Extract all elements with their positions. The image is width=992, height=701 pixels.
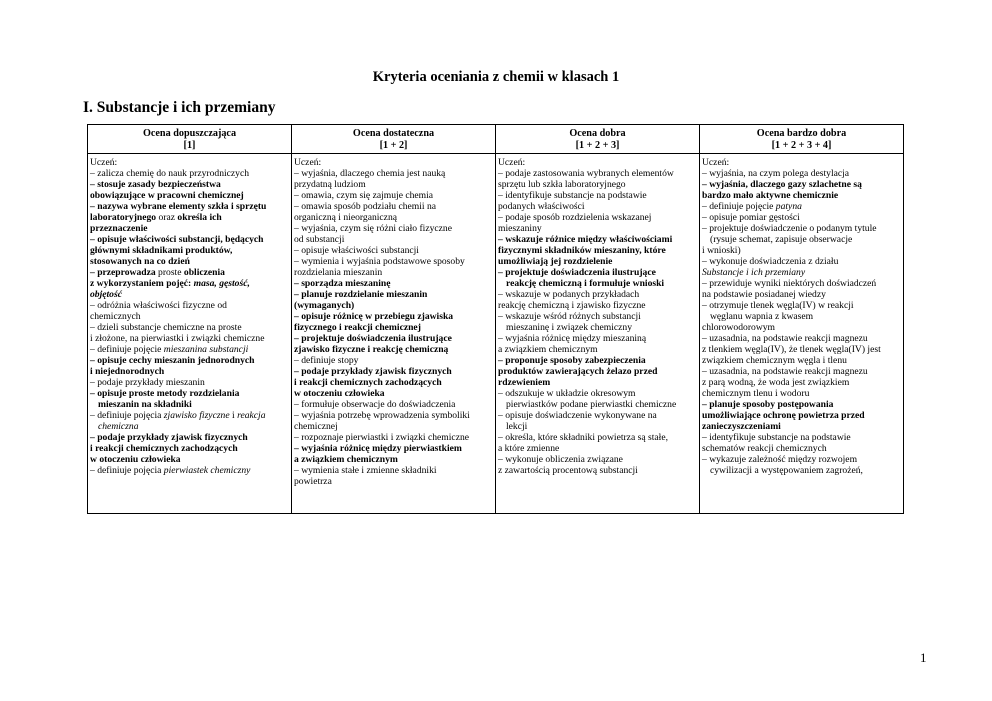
- criterion-line: – projektuje doświadczenia ilustrujące: [498, 267, 656, 278]
- criteria-cell-bardzo-dobra: [700, 154, 904, 514]
- criterion-line: – stosuje zasady bezpieczeństwa: [90, 179, 221, 190]
- criterion-line: fizycznymi składników mieszaniny, które: [498, 245, 666, 256]
- criterion-line: – odszukuje w układzie okresowym: [498, 388, 636, 399]
- criterion-line: zanieczyszczeniami: [702, 421, 781, 432]
- criterion-line: w otoczeniu człowieka: [294, 388, 385, 399]
- grade-points: [1]: [183, 139, 196, 151]
- criterion-text: – definiuje pojęcia: [90, 410, 164, 421]
- criterion-line: – wymienia stałe i zmienne składniki: [294, 465, 437, 476]
- grade-name: Ocena bardzo dobra: [756, 128, 847, 139]
- criterion-line: umożliwiają jej rozdzielenie: [498, 256, 613, 267]
- criterion-line: – zalicza chemię do nauk przyrodniczych: [90, 168, 250, 179]
- criterion-line: [90, 267, 289, 278]
- criterion-line: obowiązujące w pracowni chemicznej: [90, 190, 244, 201]
- grade-points: [1 + 2 + 3 + 4]: [771, 139, 832, 151]
- criterion-line: – podaje przykłady zjawisk fizycznych: [294, 366, 452, 377]
- criterion-line: chemicznej: [294, 421, 338, 432]
- criterion-text: – przeprowadza: [90, 267, 156, 278]
- criteria-cell-dobra: [496, 154, 700, 514]
- criterion-line: objętość: [90, 289, 122, 300]
- criterion-line: – rozpoznaje pierwiastki i związki chemiczne: [294, 432, 470, 443]
- grade-name: Ocena dopuszczająca: [142, 128, 237, 139]
- criterion-line: (wymaganych): [294, 300, 355, 311]
- criterion-text: mieszanina substancji: [163, 344, 249, 355]
- criterion-line: i reakcji chemicznych zachodzących: [90, 443, 238, 454]
- criterion-line: – identyfikuje substancje na podstawie: [498, 190, 647, 201]
- criterion-line: – nazywa wybrane elementy szkła i sprzętu: [90, 201, 267, 212]
- criterion-text: masa, gęstość,: [193, 278, 250, 289]
- grade-points: [1 + 2 + 3]: [575, 139, 620, 151]
- criterion-line: powietrza: [294, 476, 332, 487]
- criterion-line: i wnioski): [702, 245, 741, 256]
- criterion-line: – podaje przykłady mieszanin: [90, 377, 205, 388]
- criterion-line: – uzasadnia, na podstawie reakcji magnezu: [702, 333, 868, 344]
- criterion-line: Uczeń:: [702, 157, 730, 168]
- criterion-line: z tlenkiem węgla(IV), że tlenek węgla(IV) jest: [702, 344, 881, 355]
- criterion-line: – formułuje obserwacje do doświadczenia: [294, 399, 456, 410]
- criterion-line: – dzieli substancje chemiczne na proste: [90, 322, 242, 333]
- criterion-line: fizycznego i reakcji chemicznej: [294, 322, 421, 333]
- criterion-line: związkiem chemicznym węgla i tlenu: [702, 355, 847, 366]
- criterion-line: – opisuje cechy mieszanin jednorodnych: [90, 355, 255, 366]
- criterion-line: [90, 465, 289, 476]
- criterion-line: chlorowodorowym: [702, 322, 776, 333]
- criterion-line: stosowanych na co dzień: [90, 256, 190, 267]
- criterion-line: od substancji: [294, 234, 345, 245]
- criterion-line: w otoczeniu człowieka: [90, 454, 181, 465]
- criterion-text: – definiuje pojęcia: [90, 465, 164, 476]
- criterion-line: – planuje sposoby postępowania: [702, 399, 834, 410]
- criterion-line: [702, 201, 901, 212]
- criterion-line: – podaje zastosowania wybranych elementów: [498, 168, 674, 179]
- criterion-line: – określa, które składniki powietrza są stałe,: [498, 432, 668, 443]
- criterion-text: obliczenia: [183, 267, 225, 278]
- criterion-line: a które zmienne: [498, 443, 560, 454]
- criterion-line: na podstawie posiadanej wiedzy: [702, 289, 826, 300]
- criteria-cell-dostateczna: [292, 154, 496, 514]
- criterion-text: zjawisko fizyczne: [163, 410, 230, 421]
- criterion-line: z parą wodną, że woda jest związkiem: [702, 377, 850, 388]
- criterion-line: – wskazuje w podanych przykładach: [498, 289, 640, 300]
- criterion-line: (rysuje schemat, zapisuje obserwacje: [710, 234, 853, 245]
- criterion-line: [90, 212, 289, 223]
- criterion-line: i reakcji chemicznych zachodzących: [294, 377, 442, 388]
- criterion-line: – wyjaśnia, dlaczego chemia jest nauką: [294, 168, 446, 179]
- criterion-line: zjawisko fizyczne i reakcję chemiczną: [294, 344, 449, 355]
- criterion-text: pierwiastek chemiczny: [163, 465, 251, 476]
- criterion-line: – odróżnia właściwości fizyczne od: [90, 300, 227, 311]
- criterion-line: przeznaczenie: [90, 223, 148, 234]
- criterion-line: Uczeń:: [498, 157, 526, 168]
- column-header-4: [700, 125, 904, 154]
- criterion-line: rdzewieniem: [498, 377, 551, 388]
- criterion-text: określa ich: [177, 212, 222, 223]
- criterion-line: organiczną i nieorganiczną: [294, 212, 397, 223]
- criterion-line: – podaje przykłady zjawisk fizycznych: [90, 432, 248, 443]
- criterion-line: mieszaniny: [498, 223, 542, 234]
- criterion-line: lekcji: [506, 421, 528, 432]
- criterion-line: – wykazuje zależność między rozwojem: [702, 454, 858, 465]
- criteria-table: [87, 124, 904, 514]
- criterion-line: – wymienia i wyjaśnia podstawowe sposoby: [294, 256, 465, 267]
- criterion-line: chemicznym tlenu i wodoru: [702, 388, 810, 399]
- criterion-line: – opisuje pomiar gęstości: [702, 212, 800, 223]
- criterion-line: – projektuje doświadczenia ilustrujące: [294, 333, 452, 344]
- criterion-text: z wykorzystaniem pojęć:: [90, 278, 194, 289]
- criterion-line: – proponuje sposoby zabezpieczenia: [498, 355, 646, 366]
- criterion-line: bardzo mało aktywne chemicznie: [702, 190, 839, 201]
- criterion-line: – opisuje właściwości substancji, będących: [90, 234, 264, 245]
- criterion-line: głównymi składnikami produktów,: [90, 245, 233, 256]
- grade-name: Ocena dobra: [569, 128, 626, 139]
- criterion-line: – definiuje stopy: [294, 355, 359, 366]
- criterion-line: a związkiem chemicznym: [294, 454, 398, 465]
- criterion-line: – wyjaśnia, na czym polega destylacja: [702, 168, 850, 179]
- criterion-line: schematów reakcji chemicznych: [702, 443, 827, 454]
- criterion-line: – planuje rozdzielanie mieszanin: [294, 289, 428, 300]
- criterion-line: produktów zawierających żelazo przed: [498, 366, 658, 377]
- criterion-line: – omawia, czym się zajmuje chemia: [294, 190, 434, 201]
- criterion-line: – opisuje proste metody rozdzielania: [90, 388, 240, 399]
- criterion-line: – wykonuje obliczenia związane: [498, 454, 623, 465]
- criterion-line: – wyjaśnia, dlaczego gazy szlachetne są: [702, 179, 862, 190]
- column-header-1: [88, 125, 292, 154]
- criterion-text: laboratoryjnego: [90, 212, 157, 223]
- criterion-text: – definiuje pojęcie: [702, 201, 776, 212]
- criterion-line: rozdzielania mieszanin: [294, 267, 383, 278]
- criterion-line: – wskazuje wśród różnych substancji: [498, 311, 641, 322]
- criterion-line: [90, 344, 289, 355]
- criterion-line: – przewiduje wyniki niektórych doświadczeń: [702, 278, 877, 289]
- criterion-line: sprzętu lub szkła laboratoryjnego: [498, 179, 626, 190]
- criterion-line: – omawia sposób podziału chemii na: [294, 201, 437, 212]
- criterion-line: [90, 410, 289, 421]
- criterion-text: reakcja: [237, 410, 266, 421]
- criterion-text: oraz: [156, 212, 178, 223]
- criteria-cell-dopuszczajaca: [88, 154, 292, 514]
- criterion-line: – podaje sposób rozdzielenia wskazanej: [498, 212, 652, 223]
- criterion-line: – identyfikuje substancje na podstawie: [702, 432, 851, 443]
- grade-points: [1 + 2]: [379, 139, 408, 151]
- criterion-line: – projektuje doświadczenie o podanym tytule: [702, 223, 877, 234]
- criterion-line: Uczeń:: [90, 157, 118, 168]
- criterion-line: reakcję chemiczną i formułuje wnioski: [506, 278, 665, 289]
- column-header-3: [496, 125, 700, 154]
- criterion-text: i: [229, 410, 238, 421]
- criterion-line: – opisuje różnicę w przebiegu zjawiska: [294, 311, 454, 322]
- criterion-line: [90, 278, 289, 289]
- criterion-text: – definiuje pojęcie: [90, 344, 164, 355]
- criterion-line: – wykonuje doświadczenia z działu: [702, 256, 839, 267]
- criterion-line: i złożone, na pierwiastki i związki chemiczne: [90, 333, 265, 344]
- criterion-text: patyna: [775, 201, 802, 212]
- criterion-line: – sporządza mieszaninę: [294, 278, 391, 289]
- criterion-line: – wyjaśnia, czym się różni ciało fizyczne: [294, 223, 452, 234]
- criterion-line: – otrzymuje tlenek węgla(IV) w reakcji: [702, 300, 854, 311]
- criterion-text: proste: [155, 267, 184, 278]
- criterion-line: – uzasadnia, na podstawie reakcji magnezu: [702, 366, 868, 377]
- criterion-line: chemiczna: [98, 421, 139, 432]
- section-heading: I. Substancje i ich przemiany: [83, 99, 276, 116]
- column-header-2: [292, 125, 496, 154]
- criterion-line: pierwiastków podane pierwiastki chemiczne: [506, 399, 677, 410]
- criterion-line: i niejednorodnych: [90, 366, 165, 377]
- criterion-line: węglanu wapnia z kwasem: [710, 311, 814, 322]
- criterion-line: z zawartością procentową substancji: [498, 465, 638, 476]
- criterion-line: – wyjaśnia potrzebę wprowadzenia symboliki: [294, 410, 470, 421]
- criterion-line: – wyjaśnia różnicę między pierwiastkiem: [294, 443, 462, 454]
- criterion-line: a związkiem chemicznym: [498, 344, 598, 355]
- criterion-line: – wskazuje różnice między właściwościami: [498, 234, 673, 245]
- criterion-line: mieszaninę i związek chemiczny: [506, 322, 632, 333]
- criterion-line: przydatną ludziom: [294, 179, 366, 190]
- criterion-line: – opisuje doświadczenie wykonywane na: [498, 410, 657, 421]
- criterion-line: Uczeń:: [294, 157, 322, 168]
- criterion-line: reakcję chemiczną i zjawisko fizyczne: [498, 300, 646, 311]
- criterion-line: – wyjaśnia różnicę między mieszaniną: [498, 333, 647, 344]
- document-title: Kryteria oceniania z chemii w klasach 1: [372, 69, 620, 85]
- criterion-line: podanych właściwości: [498, 201, 585, 212]
- page-number: 1: [920, 650, 927, 665]
- criterion-line: Substancje i ich przemiany: [702, 267, 806, 278]
- criterion-line: cywilizacji a występowaniem zagrożeń,: [710, 465, 863, 476]
- grade-name: Ocena dostateczna: [352, 128, 435, 139]
- criterion-line: chemicznych: [90, 311, 141, 322]
- criterion-line: mieszanin na składniki: [98, 399, 192, 410]
- criterion-line: – opisuje właściwości substancji: [294, 245, 419, 256]
- criterion-line: umożliwiające ochronę powietrza przed: [702, 410, 865, 421]
